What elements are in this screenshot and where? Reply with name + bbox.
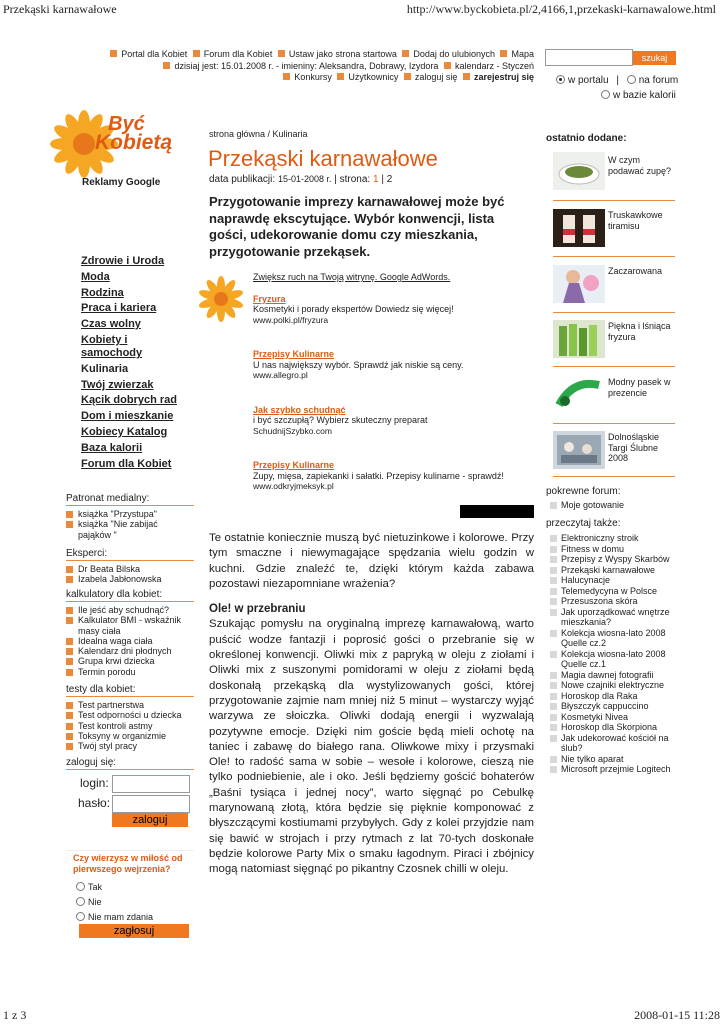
nav-link-users[interactable]: Użytkownicy — [337, 72, 398, 82]
article-paragraph: Szukając pomysłu na oryginalną imprezę karnawałową, warto puścić wodze fantazji i poprosić gości o przebranie się w określonej konwencji. Oliwki mix z papryką w oleju z ziołami i Oliwki mix z suszonymi pomidorami w oleju z ziołami będą doskonałą przekąską dla wystylizowanych gości, której przygotowanie zajmie nam mniej niż 5 minut – wystarczy wyjąć warzywa ze słoiczka. Oliwki dodają energii i wyzwalają pozytywne emocje. Dzięki nim goście będą mieli ochotę na taniec i zabawę do białego rana. Oliwkowe mixy i przysmaki Ole! to radość sama w sobie – wesołe i kolorowe, cieszą nie tylko podniebienie, ale i oko. Jeśli będziemy gościć bohaterów „Baśni tysiąca i jednej nocy”, warto sięgnąć po Cebulkę marynowaną złotą, która będzie się pięknie komponować z błyszczącymi kostiumami przybyłych. Gdy z kolei przyjdzie nam się bawić w strojach i przy rytmach z lat 70-tych doskonałe będzie kolorowe Party Mix o smaku łagodnym. Piraci i zbójnicy mogą natomiast sięgnąć po pikantny Czosnek chilli w oleju. — [209, 618, 534, 876]
list-item[interactable]: Kalendarz dni płodnych — [66, 646, 194, 656]
bullet-icon — [337, 73, 344, 80]
recent-item[interactable]: Piękna i lśniąca fryzura — [608, 321, 671, 342]
section-title: Patronat medialny: — [66, 493, 194, 506]
today-info: dzisiaj jest: 15.01.2008 r. - imieniny: Aleksandra, Dobrawy, Izydora — [163, 61, 438, 71]
poll-option-radio[interactable] — [76, 912, 85, 921]
nav-link-login[interactable]: zaloguj się — [404, 72, 458, 82]
nav-link-contests[interactable]: Konkursy — [283, 72, 332, 82]
list-item[interactable]: Jak udekorować kościół na ślub? — [548, 733, 678, 754]
list-item[interactable]: Test partnerstwa — [66, 700, 194, 710]
ad-item[interactable]: Fryzura Kosmetyki i porady ekspertów Dowiedz się więcej! www.polki.pl/fryzura — [253, 293, 454, 325]
list-item[interactable]: Termin porodu — [66, 667, 194, 677]
menu-item-praca[interactable]: Praca i kariera — [81, 302, 157, 315]
nav-link-portal[interactable]: Portal dla Kobiet — [110, 49, 187, 59]
divider — [553, 312, 675, 313]
bullet-icon — [500, 50, 507, 57]
menu-item-kulinaria[interactable]: Kulinaria — [81, 362, 129, 375]
radio-forum[interactable] — [627, 75, 636, 84]
login-label: login: — [80, 776, 109, 790]
menu-item-kacik[interactable]: Kącik dobrych rad — [81, 394, 177, 407]
print-url: http://www.byckobieta.pl/2,4166,1,przekaski-karnawalowe.html — [406, 2, 716, 16]
google-ads-block — [253, 272, 523, 516]
flower-decoration — [197, 275, 245, 323]
bullet-icon — [283, 73, 290, 80]
print-page-title: Przekąski karnawałowe — [3, 2, 117, 16]
publication-info: data publikacji: 15-01-2008 r. | strona: 1 | 2 — [209, 174, 393, 185]
list-item[interactable]: Microsoft przejmie Logitech — [548, 764, 678, 775]
bullet-icon — [404, 73, 411, 80]
login-section — [66, 757, 194, 770]
nav-link-sitemap[interactable]: Mapa — [500, 49, 534, 59]
article-body — [209, 531, 534, 888]
list-item[interactable]: Kolekcja wiosna-lato 2008 Quelle cz.2 — [548, 628, 678, 649]
list-item[interactable]: Błyszczyk cappuccino — [548, 701, 678, 712]
divider — [553, 256, 675, 257]
tiramisu-thumbnail-icon[interactable] — [553, 209, 605, 247]
patronat-section — [66, 493, 194, 540]
article-subheading: Ole! w przebraniu — [209, 603, 306, 616]
article-lead: Przygotowanie imprezy karnawałowej może być naprawdę ekscytujące. Wybór konwencji, lista gości, udekorowanie domu czy mieszkania, przygotowanie przekąsek. — [209, 194, 505, 259]
bullet-icon — [193, 50, 200, 57]
divider — [553, 200, 675, 201]
ad-item[interactable]: Przepisy Kulinarne U nas największy wybór. Sprawdź jak niskie są ceny. www.allegro.pl — [253, 349, 464, 380]
recent-item[interactable]: Dolnośląskie Targi Ślubne 2008 — [608, 432, 660, 463]
print-page-number: 1 z 3 — [3, 1008, 27, 1022]
recent-item[interactable]: W czym podawać zupę? — [608, 155, 672, 176]
article-paragraph: Te ostatnie koniecznie muszą być nietuzinkowe i kolorowe. Przy tym smaczne i niewymagające spędzania wielu godzin w kuchni. Gdzie znaleźć te, dzięki którym każda zabawa pozostawi niezapomniane wrażenia? — [209, 532, 534, 590]
poll-option-radio[interactable] — [76, 897, 85, 906]
recent-title: ostatnio dodane: — [546, 133, 627, 144]
divider — [553, 423, 675, 424]
menu-item-dom[interactable]: Dom i mieszkanie — [81, 410, 174, 423]
bullet-icon — [110, 50, 117, 57]
search-input[interactable] — [545, 49, 633, 66]
menu-item-czas-wolny[interactable]: Czas wolny — [81, 318, 141, 331]
print-datetime: 2008-01-15 11:28 — [634, 1008, 720, 1022]
logo-text-line2: Kobietą — [95, 131, 173, 154]
menu-item-kalorie[interactable]: Baza kalorii — [81, 441, 143, 454]
menu-item-samochody[interactable]: Kobiety i samochody — [81, 333, 143, 359]
top-navigation — [90, 49, 534, 84]
soup-thumbnail-icon[interactable] — [553, 152, 605, 190]
site-logo[interactable] — [50, 108, 173, 180]
radio-portal[interactable] — [556, 75, 565, 84]
list-item[interactable]: Halucynacje — [548, 575, 678, 586]
bullet-icon — [402, 50, 409, 57]
vote-button[interactable]: zagłosuj — [79, 924, 189, 938]
fashion-thumbnail-icon[interactable] — [553, 265, 605, 303]
menu-item-zdrowie[interactable]: Zdrowie i Uroda — [81, 255, 165, 267]
list-item[interactable]: Przepisy z Wyspy Skarbów — [548, 554, 678, 565]
ad-item[interactable]: Przepisy Kulinarne Zupy, mięsa, zapiekanki i sałatki. Przepisy kulinarne - sprawdź! www.odkryjmeksyk.pl — [253, 460, 504, 491]
ad-banner-placeholder[interactable] — [460, 505, 534, 518]
password-input[interactable] — [112, 795, 190, 813]
read-also-list — [548, 533, 678, 775]
menu-item-katalog[interactable]: Kobiecy Katalog — [81, 425, 168, 438]
search-button[interactable]: szukaj — [633, 51, 676, 65]
page-link-current[interactable]: 1 — [373, 174, 379, 185]
breadcrumb[interactable]: strona główna / Kulinaria — [209, 129, 308, 139]
recent-item[interactable]: Zaczarowana — [608, 266, 663, 276]
poll-options: Tak Nie Nie mam zdania — [76, 880, 153, 925]
list-item[interactable]: Horoskop dla Skorpiona — [548, 722, 678, 733]
read-also-title: przeczytaj także: — [546, 518, 621, 529]
list-item[interactable]: Nie tylko aparat — [548, 754, 678, 765]
logo-text-line1: Być — [108, 113, 145, 135]
list-item[interactable]: Grupa krwi dziecka — [66, 656, 194, 666]
list-item[interactable]: Magia dawnej fotografii — [548, 670, 678, 681]
hair-products-thumbnail-icon[interactable] — [553, 320, 605, 358]
nav-link-register[interactable]: zarejestruj się — [463, 72, 534, 82]
tests-section — [66, 684, 194, 751]
recent-item[interactable]: Modny pasek w prezencie — [608, 377, 671, 398]
nav-link-forum[interactable]: Forum dla Kobiet — [193, 49, 273, 59]
list-item[interactable]: Przekąski karnawałowe — [548, 565, 678, 576]
menu-item-forum[interactable]: Forum dla Kobiet — [81, 457, 172, 470]
wedding-fair-thumbnail-icon[interactable] — [553, 431, 605, 469]
nav-link-favorites[interactable]: Dodaj do ulubionych — [402, 49, 495, 59]
list-item[interactable]: Ile jeść aby schudnąć? — [66, 605, 194, 615]
list-item[interactable]: Test odporności u dziecka — [66, 710, 194, 720]
nav-link-calendar[interactable]: kalendarz - Styczeń — [444, 61, 534, 71]
bullet-icon — [163, 62, 170, 69]
section-title: kalkulatory dla kobiet: — [66, 589, 194, 602]
list-item[interactable]: Izabela Jabłonowska — [66, 574, 194, 584]
login-input[interactable] — [112, 775, 190, 793]
list-item[interactable]: Przesuszona skóra — [548, 596, 678, 607]
related-forum-list — [548, 500, 676, 511]
page-link-next[interactable]: 2 — [386, 174, 393, 185]
list-item[interactable]: Horoskop dla Raka — [548, 691, 678, 702]
google-ads-label: Reklamy Google — [82, 177, 161, 188]
ads-header[interactable]: Zwiększ ruch na Twoją witrynę. Google AdWords. — [253, 272, 451, 282]
list-item[interactable]: Nowe czajniki elektryczne — [548, 680, 678, 691]
list-item[interactable]: Test kontroli astmy — [66, 721, 194, 731]
divider — [553, 476, 675, 477]
menu-item-rodzina[interactable]: Rodzina — [81, 286, 124, 299]
section-title: Eksperci: — [66, 548, 194, 561]
recent-item[interactable]: Truskawkowe tiramisu — [608, 210, 663, 231]
radio-calories[interactable] — [601, 90, 610, 99]
divider — [553, 366, 675, 367]
menu-item-moda[interactable]: Moda — [81, 270, 110, 283]
experts-section — [66, 548, 194, 585]
list-item[interactable]: Dr Beata Bilska — [66, 564, 194, 574]
belt-thumbnail-icon[interactable] — [553, 375, 605, 413]
page-title: Przekąski karnawałowe — [208, 146, 438, 171]
list-item[interactable]: książka "Nie zabijać pająków " — [66, 519, 186, 540]
list-item[interactable]: Jak uporządkować wnętrze mieszkania? — [548, 607, 678, 628]
list-item[interactable]: książka "Przystupa" — [66, 509, 186, 519]
bullet-icon — [463, 73, 470, 80]
nav-link-set-homepage[interactable]: Ustaw jako strona startowa — [278, 49, 397, 59]
related-forum-title: pokrewne forum: — [546, 486, 621, 497]
flower-icon — [197, 275, 245, 323]
list-item[interactable]: Idealna waga ciała — [66, 636, 194, 646]
bullet-icon — [278, 50, 285, 57]
list-item[interactable]: Twój styl pracy — [66, 741, 194, 751]
login-button[interactable]: zaloguj — [112, 813, 188, 827]
menu-item-zwierzak[interactable]: Twój zwierzak — [81, 378, 154, 391]
ad-item[interactable]: Jak szybko schudnąć i być szczupłą? Wybierz skuteczny preparat SchudnijSzybko.com — [253, 404, 428, 436]
section-title: testy dla kobiet: — [66, 684, 194, 697]
forum-link[interactable]: Moje gotowanie — [548, 500, 676, 511]
list-item[interactable]: Toksyny w organizmie — [66, 731, 194, 741]
divider — [66, 850, 194, 851]
category-menu — [81, 255, 181, 473]
password-label: hasło: — [78, 796, 111, 810]
bullet-icon — [444, 62, 451, 69]
list-item[interactable]: Kosmetyki Nivea — [548, 712, 678, 723]
list-item[interactable]: Kolekcja wiosna-lato 2008 Quelle cz.1 — [548, 649, 678, 670]
poll-question: Czy wierzysz w miłość od pierwszego wejrzenia? — [73, 853, 183, 874]
section-title: zaloguj się: — [66, 757, 194, 770]
list-item[interactable]: Telemedycyna w Polsce — [548, 586, 678, 597]
list-item[interactable]: Kalkulator BMI - wskaźnik masy ciała — [66, 615, 194, 636]
search-scope: w portalu | na forum w bazie kalorii — [556, 73, 678, 103]
poll-option-radio[interactable] — [76, 882, 85, 891]
calculators-section — [66, 589, 194, 677]
list-item[interactable]: Elektroniczny stroik — [548, 533, 678, 544]
list-item[interactable]: Fitness w domu — [548, 544, 678, 555]
